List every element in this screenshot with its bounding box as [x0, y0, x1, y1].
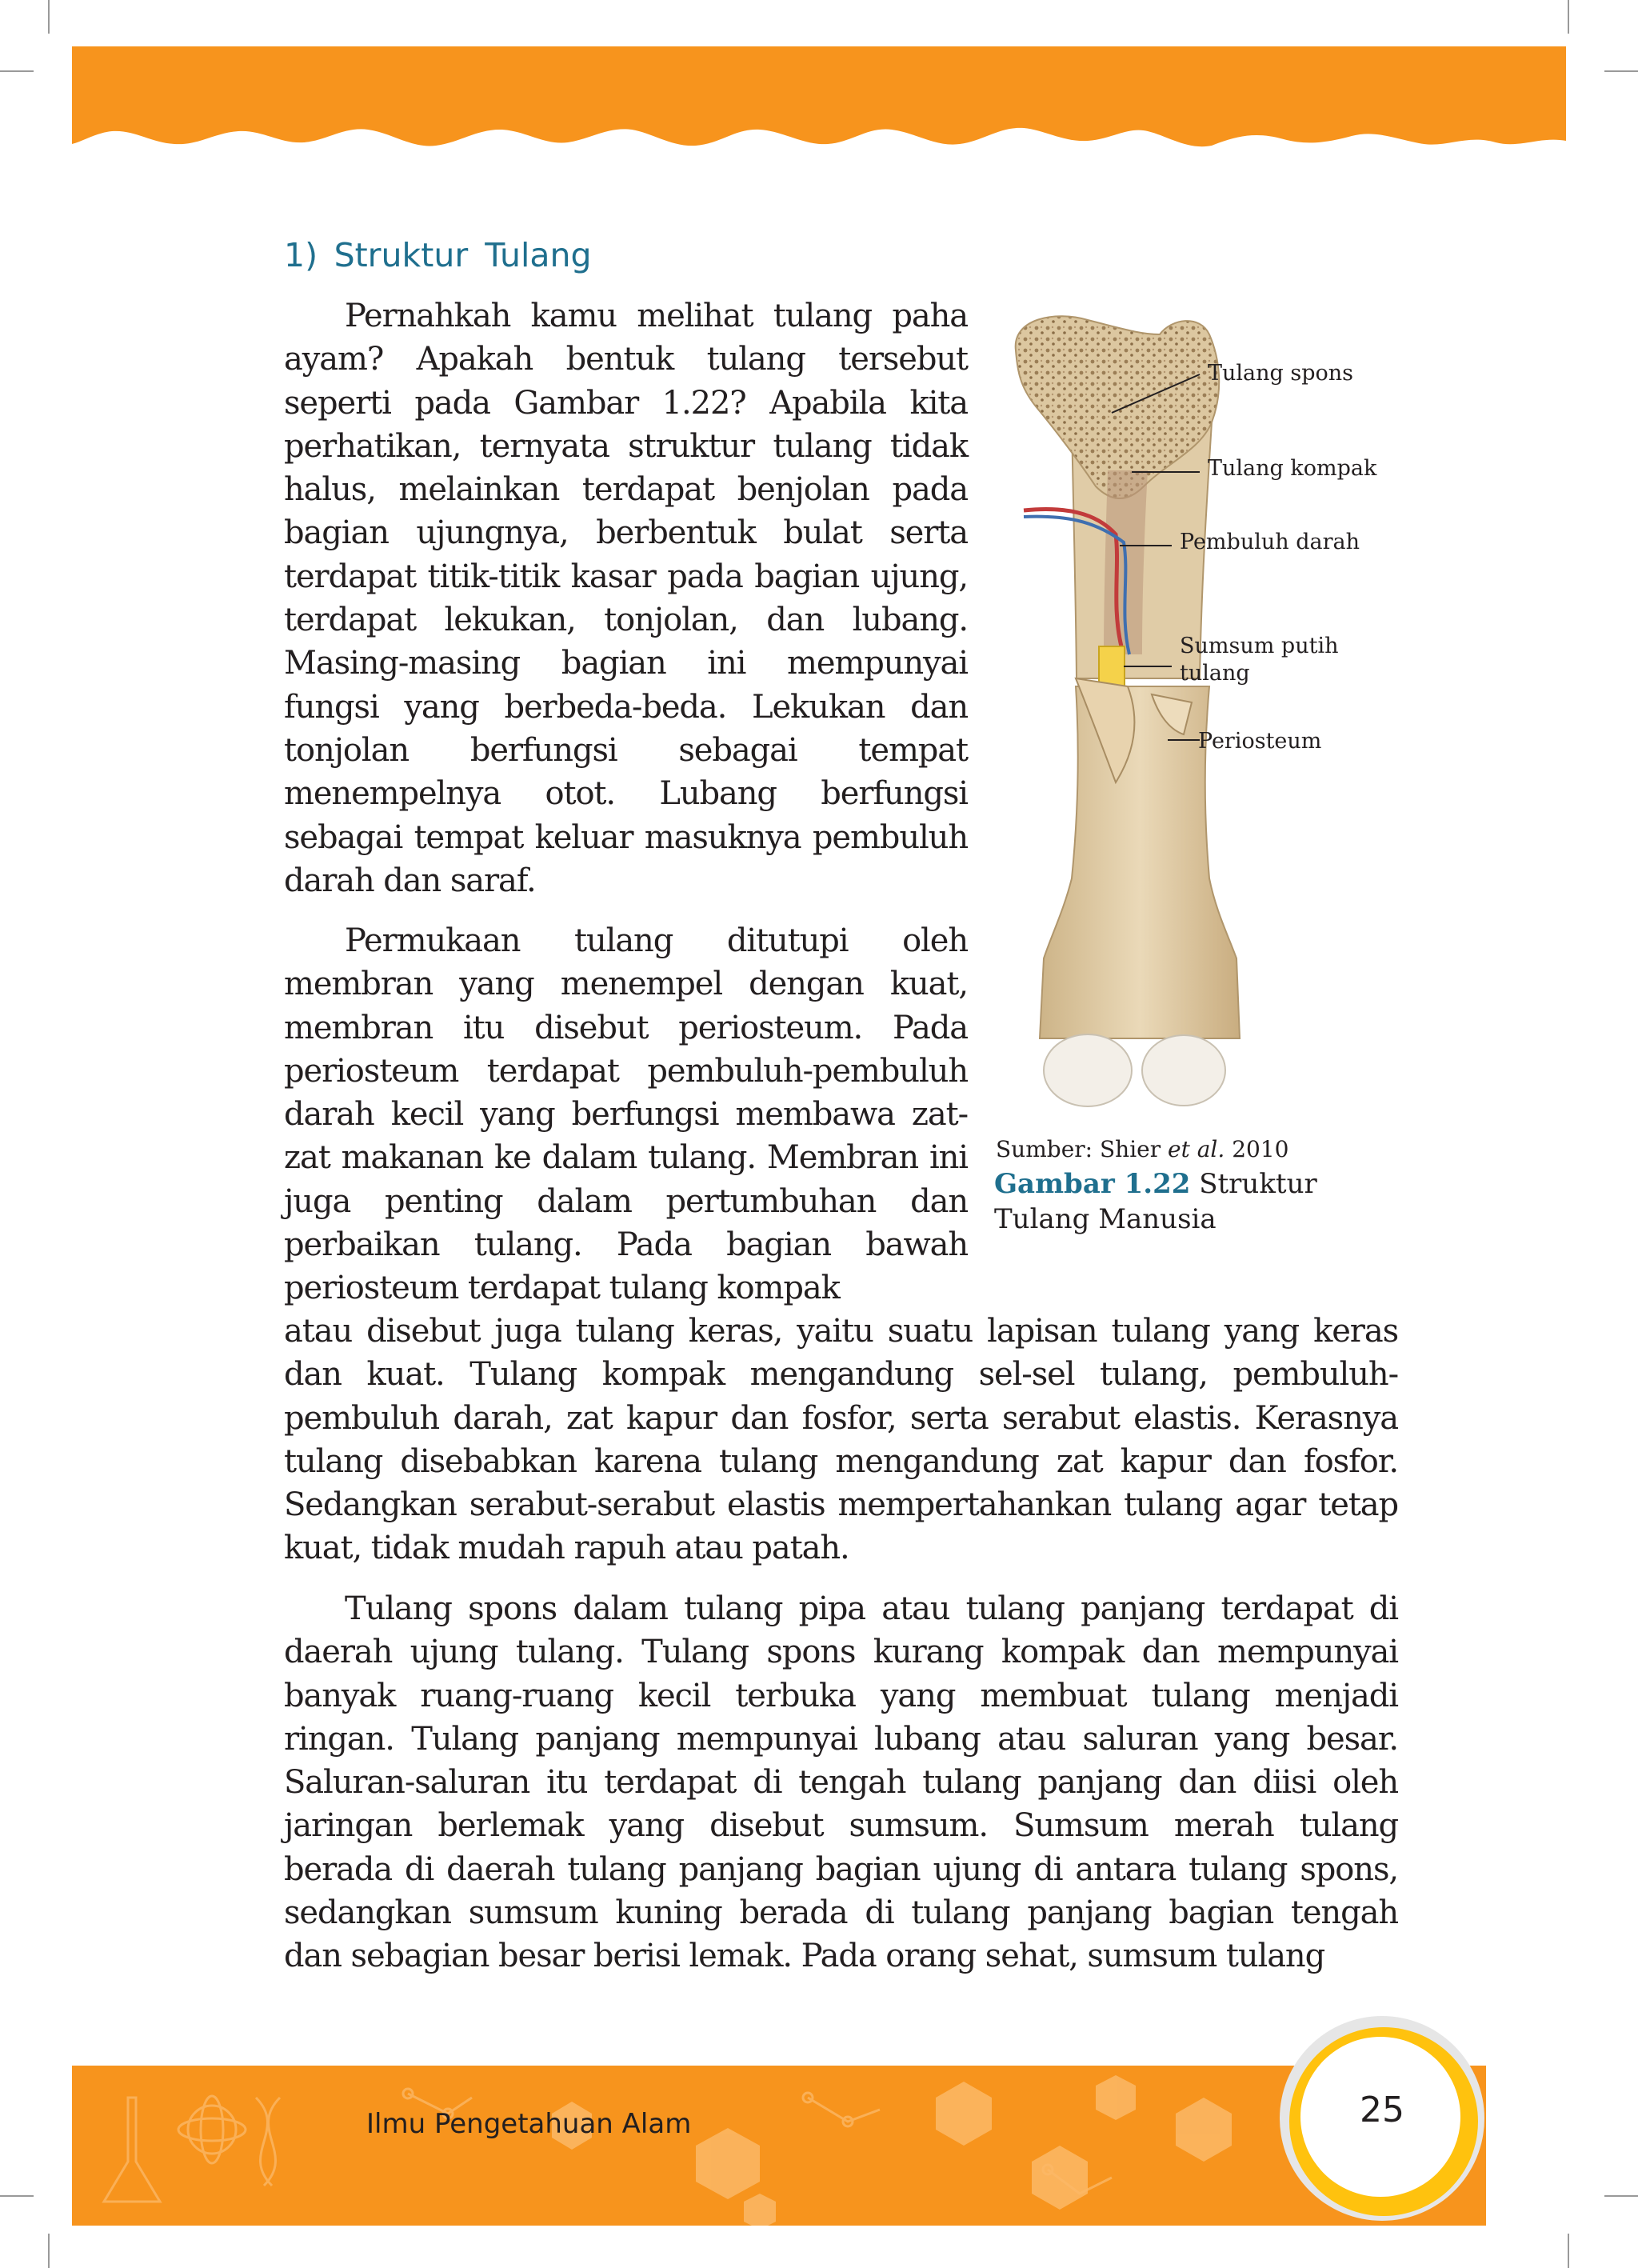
- label-spongy-bone: Tulang spons: [1208, 361, 1354, 386]
- crop-mark: [0, 70, 34, 72]
- label-marrow-line1: Sumsum putih: [1180, 634, 1339, 658]
- caption-text: Struktur Tulang Manusia: [994, 1168, 1317, 1235]
- paragraph-1-text: Pernahkah kamu melihat tulang paha ayam? Apakah bentuk tulang tersebut seperti pada Gambar 1.22? Apabila kita perhatikan, ternyata struktur tulang tidak halus, melainkan terdapat benjolan pada bagian ujungnya, berbentuk bulat serta terdapat titik-titik kasar pada bagian ujung, terdapat lekukan, tonjolan, dan lubang. Masing-masing bagian ini mempunyai fungsi yang berbeda-beda. Lekukan dan tonjolan berfungsi sebagai tempat menempelnya otot. Lubang berfungsi sebagai tempat keluar masuknya pembuluh darah dan saraf.: [284, 298, 968, 899]
- crop-mark: [1568, 0, 1569, 34]
- footer-book-title: Ilmu Pengetahuan Alam: [366, 2108, 692, 2140]
- label-compact-bone: Tulang kompak: [1208, 456, 1377, 481]
- crop-mark: [48, 0, 50, 34]
- crop-mark: [0, 2195, 34, 2197]
- paragraph-1: [284, 294, 968, 902]
- figure-source: [996, 1136, 1288, 1162]
- crop-mark: [1604, 2195, 1638, 2197]
- bone-illustration: [1000, 302, 1416, 1118]
- caption-number: Gambar 1.22: [994, 1168, 1191, 1200]
- paragraph-3: [284, 1587, 1398, 1978]
- paragraph-2-continued: atau disebut juga tulang keras, yaitu suatu lapisan tulang yang keras dan kuat. Tulang kompak mengandung sel-sel tulang, pembuluh-pembuluh darah, zat kapur dan fosfor, serta serabut elastis. Kerasnya tulang disebabkan karena tulang mengandung zat kapur dan fosfor. Sedangkan serabut-serabut elastis mempertahankan tulang agar tetap kuat, tidak mudah rapuh atau patah.: [284, 1313, 1398, 1567]
- paragraph-2: [284, 919, 968, 1310]
- footer-decoration: [72, 2066, 1486, 2226]
- figure-caption: [994, 1166, 1330, 1237]
- page-number: 25: [1360, 2090, 1404, 2130]
- label-blood-vessel: Pembuluh darah: [1180, 530, 1360, 554]
- crop-mark: [48, 2234, 50, 2268]
- source-year: 2010: [1225, 1136, 1289, 1162]
- crop-mark: [1604, 70, 1638, 72]
- section-heading: 1) Struktur Tulang: [284, 236, 592, 274]
- header-banner: [72, 46, 1566, 150]
- source-prefix: Sumber: Shier: [996, 1136, 1169, 1162]
- label-periosteum: Periosteum: [1198, 729, 1322, 754]
- footer-band: [72, 2066, 1486, 2226]
- crop-mark: [1568, 2234, 1569, 2268]
- paragraph-2-text: Permukaan tulang ditutupi oleh membran yang menempel dengan kuat, membran itu disebut periosteum. Pada periosteum terdapat pembuluh-pembuluh darah kecil yang berfungsi membawa zat-zat makanan ke dalam tulang. Membran ini juga penting dalam pertumbuhan dan perbaikan tulang. Pada bagian bawah periosteum terdapat tulang kompak: [284, 922, 968, 1307]
- source-italic: et al.: [1168, 1136, 1225, 1162]
- label-marrow-line2: tulang: [1180, 661, 1250, 686]
- label-marrow: [1180, 633, 1338, 687]
- paragraph-3-text: Tulang spons dalam tulang pipa atau tulang panjang terdapat di daerah ujung tulang. Tulang spons kurang kompak dan mempunyai banyak ruang-ruang kecil terbuka yang membuat tulang menjadi ringan. Tulang panjang mempunyai lubang atau saluran yang besar. Saluran-saluran itu terdapat di tengah tulang panjang dan diisi oleh jaringan berlemak yang disebut sumsum. Sumsum merah tulang berada di daerah tulang panjang bagian ujung di antara tulang spons, sedangkan sumsum kuning berada di tulang panjang bagian tengah dan sebagian besar berisi lemak. Pada orang sehat, sumsum tulang: [284, 1590, 1398, 1975]
